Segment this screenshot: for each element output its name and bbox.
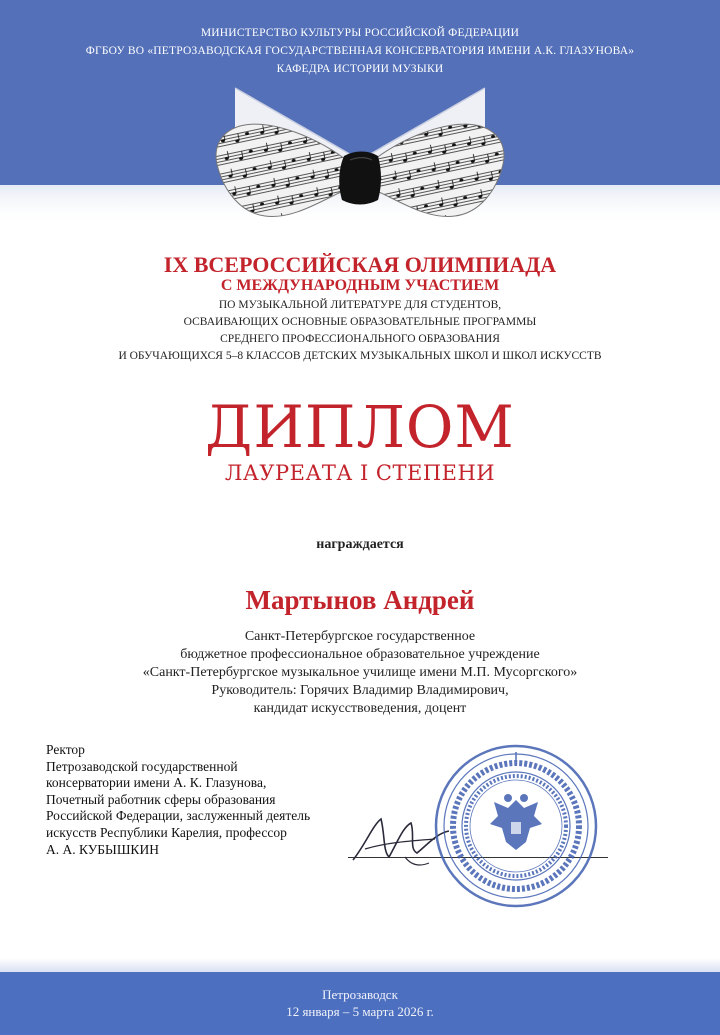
footer-dates: 12 января – 5 марта 2026 г. [286,1004,434,1019]
official-seal-icon [432,742,600,910]
rector-line: искусств Республики Карелия, профессор [46,824,287,840]
rector-line: Петрозаводской государственной [46,758,238,774]
olympiad-description-line: СРЕДНЕГО ПРОФЕССИОНАЛЬНОГО ОБРАЗОВАНИЯ [220,333,500,345]
footer-city: Петрозаводск [322,987,398,1002]
rector-line: Почетный работник сферы образования [46,791,276,807]
supervisor-line: Руководитель: Горячих Владимир Владимирович, [211,683,509,698]
rector-line: Ректор [46,742,85,757]
ministry-line: МИНИСТЕРСТВО КУЛЬТУРЫ РОССИЙСКОЙ ФЕДЕРАЦИИ [200,27,520,39]
diploma-degree: ЛАУРЕАТА I СТЕПЕНИ [224,461,496,485]
institution-line: Санкт-Петербургское государственное [244,629,476,644]
rector-line: консерватории имени А. К. Глазунова, [46,775,267,791]
university-line: ФГБОУ ВО «ПЕТРОЗАВОДСКАЯ ГОСУДАРСТВЕННАЯ КОНСЕРВАТОРИЯ ИМЕНИ А.К. ГЛАЗУНОВА» [85,45,635,57]
department-line: КАФЕДРА ИСТОРИИ МУЗЫКИ [276,63,444,75]
music-bow-tie-icon [210,118,510,228]
olympiad-description-line: И ОБУЧАЮЩИХСЯ 5–8 КЛАССОВ ДЕТСКИХ МУЗЫКАЛЬНЫХ ШКОЛ И ШКОЛ ИСКУССТВ [118,350,602,362]
rector-name: А. А. КУБЫШКИН [46,841,159,857]
institution-line: бюджетное профессиональное образовательное учреждение [180,647,540,662]
institution-line: «Санкт-Петербургское музыкальное училище имени М.П. Мусоргского» [142,665,578,680]
rector-block [46,742,310,858]
rector-line: Российской Федерации, заслуженный деятель [46,808,311,824]
olympiad-description-line: ПО МУЗЫКАЛЬНОЙ ЛИТЕРАТУРЕ ДЛЯ СТУДЕНТОВ, [218,299,502,311]
recipient-name: Мартынов Андрей [245,585,475,615]
olympiad-description-line: ОСВАИВАЮЩИХ ОСНОВНЫЕ ОБРАЗОВАТЕЛЬНЫЕ ПРОГРАММЫ [183,316,537,328]
olympiad-title: IX ВСЕРОССИЙСКАЯ ОЛИМПИАДА [163,252,557,277]
awarded-label: награждается [316,537,404,552]
supervisor-degree-line: кандидат искусствоведения, доцент [253,701,467,716]
diploma-title: ДИПЛОМ [205,393,515,461]
olympiad-subtitle: С МЕЖДУНАРОДНЫМ УЧАСТИЕМ [220,277,500,294]
